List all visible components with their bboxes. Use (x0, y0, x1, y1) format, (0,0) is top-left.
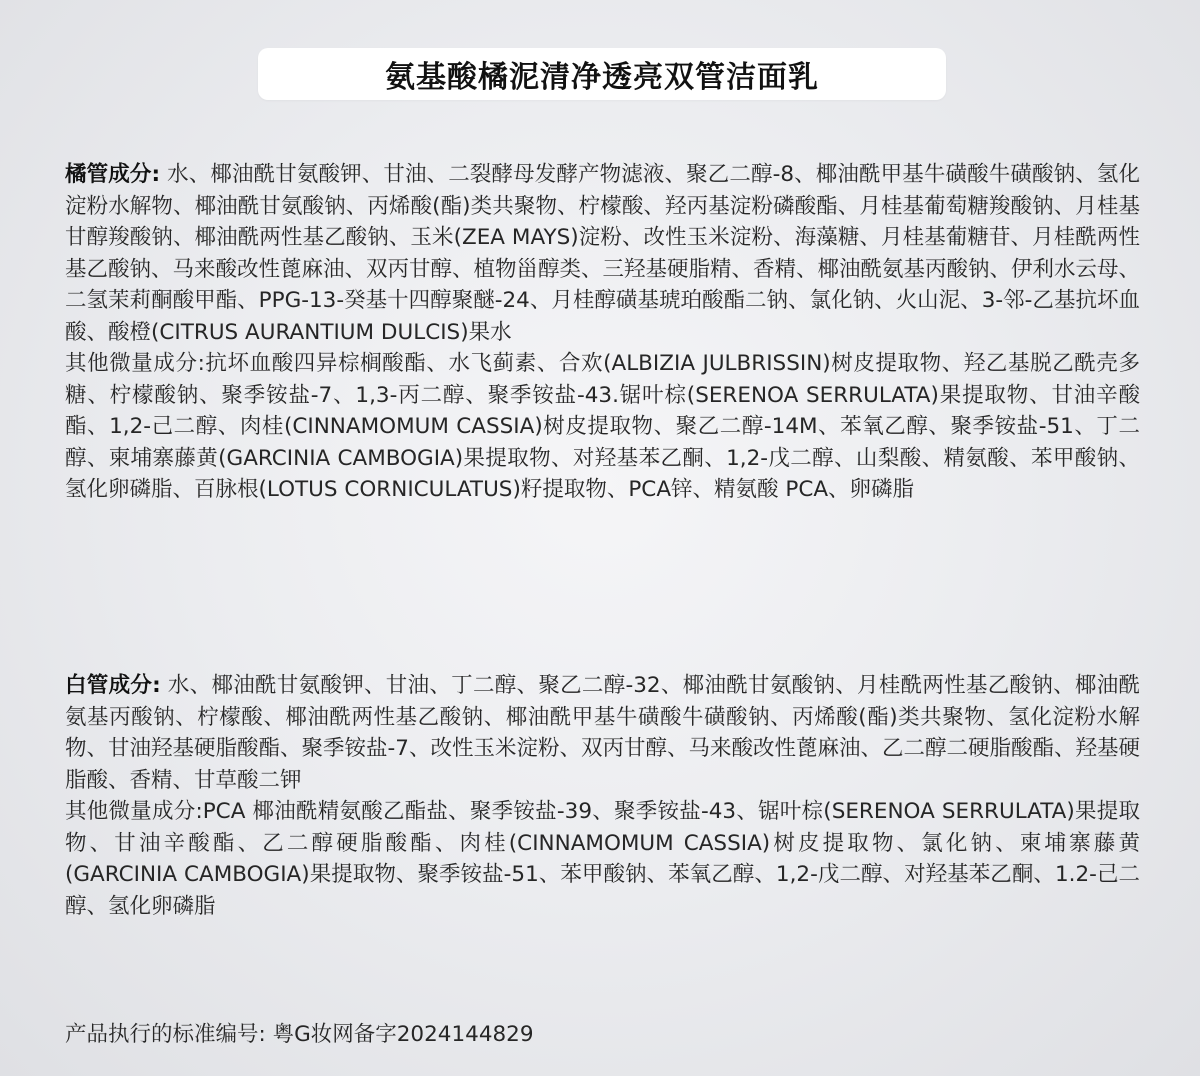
orange-tube-ingredient-list: 水、椰油酰甘氨酸钾、甘油、二裂酵母发酵产物滤液、聚乙二醇-8、椰油酰甲基牛磺酸牛磺酸钠、氢化淀粉水解物、椰油酰甘氨酸钠、丙烯酸(酯)类共聚物、柠檬酸、羟丙基淀粉磷酸酯、月桂基葡萄糖羧酸钠、月桂基甘醇羧酸钠、椰油酰两性基乙酸钠、玉米(ZEA MAYS)淀粉、改性玉米淀粉、海藻糖、月桂基葡糖苷、月桂酰两性基乙酸钠、马来酸改性蓖麻油、双丙甘醇、植物甾醇类、三羟基硬脂精、香精、椰油酰氨基丙酸钠、伊利水云母、二氢茉莉酮酸甲酯、PPG-13-癸基十四醇聚醚-24、月桂醇磺基琥珀酸酯二钠、氯化钠、火山泥、3-邻-乙基抗坏血酸、酸橙(CITRUS AURANTIUM DULCIS)果水 (65, 162, 1141, 345)
orange-tube-ingredients (65, 159, 1140, 348)
white-tube-trace-list: PCA 椰油酰精氨酸乙酯盐、聚季铵盐-39、聚季铵盐-43、锯叶棕(SERENOA SERRULATA)果提取物、甘油辛酸酯、乙二醇硬脂酸酯、肉桂(CINNAMOMUM CASSIA)树皮提取物、氯化钠、柬埔寨藤黄(GARCINIA CAMBOGIA)果提取物、聚季铵盐-51、苯甲酸钠、苯氧乙醇、1,2-戊二醇、对羟基苯乙酮、1.2-己二醇、氢化卵磷脂 (65, 799, 1141, 919)
white-tube-ingredient-list: 水、椰油酰甘氨酸钾、甘油、丁二醇、聚乙二醇-32、椰油酰甘氨酸钠、月桂酰两性基乙酸钠、椰油酰氨基丙酸钠、柠檬酸、椰油酰两性基乙酸钠、椰油酰甲基牛磺酸牛磺酸钠、丙烯酸(酯)类共聚物、氢化淀粉水解物、甘油羟基硬脂酸酯、聚季铵盐-7、改性玉米淀粉、双丙甘醇、马来酸改性蓖麻油、乙二醇二硬脂酸酯、羟基硬脂酸、香精、甘草酸二钾 (65, 673, 1140, 793)
standard-number-value: 粤G妆网备字2024144829 (272, 1022, 534, 1047)
white-tube-trace-label: 其他微量成分: (65, 799, 203, 824)
white-tube-label: 白管成分: (65, 673, 161, 698)
page-title: 氨基酸橘泥清净透亮双管洁面乳 (385, 60, 819, 95)
white-tube-ingredients (65, 670, 1140, 796)
white-tube-ingredients-section (65, 670, 1140, 922)
standard-number-footer (65, 1019, 534, 1051)
orange-tube-trace-ingredients (65, 348, 1140, 506)
orange-tube-trace-label: 其他微量成分: (65, 351, 205, 376)
orange-tube-trace-list: 抗坏血酸四异棕榈酸酯、水飞蓟素、合欢(ALBIZIA JULBRISSIN)树皮提取物、羟乙基脱乙酰壳多糖、柠檬酸钠、聚季铵盐-7、1,3-丙二醇、聚季铵盐-43.锯叶棕(SERENOA SERRULATA)果提取物、甘油辛酸酯、1,2-己二醇、肉桂(CINNAMOMUM CASSIA)树皮提取物、聚乙二醇-14M、苯氧乙醇、聚季铵盐-51、丁二醇、柬埔寨藤黄(GARCINIA CAMBOGIA)果提取物、对羟基苯乙酮、1,2-戊二醇、山梨酸、精氨酸、苯甲酸钠、氢化卵磷脂、百脉根(LOTUS CORNICULATUS)籽提取物、PCA锌、精氨酸 PCA、卵磷脂 (65, 351, 1140, 502)
title-banner (258, 48, 946, 100)
white-tube-trace-ingredients (65, 796, 1140, 922)
orange-tube-ingredients-section (65, 159, 1140, 506)
standard-number-label: 产品执行的标准编号: (65, 1022, 266, 1047)
orange-tube-label: 橘管成分: (65, 162, 161, 187)
